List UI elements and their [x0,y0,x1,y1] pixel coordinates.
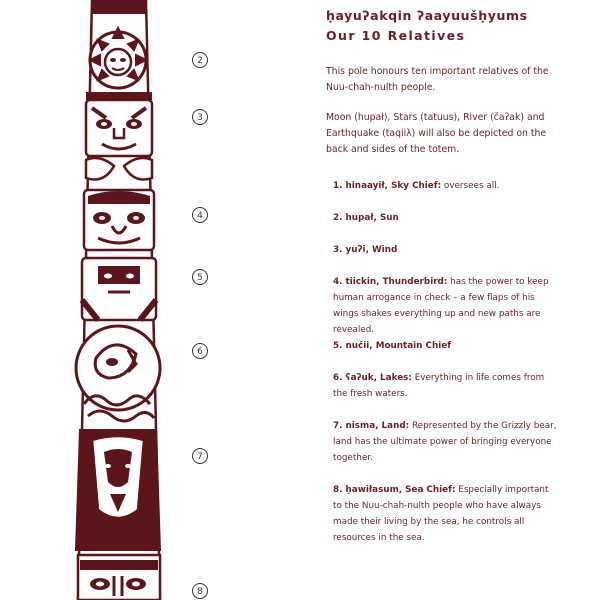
marker-5: 5 [192,269,208,285]
list-item-3 [333,242,558,258]
relative-desc: has the power to keep human arrogance in check – a few flaps of his wings shakes everything up and new paths are revealed. [333,277,549,335]
marker-7: 7 [192,448,208,464]
marker-4: 4 [192,207,208,223]
relative-desc: Represented by the Grizzly bear, land has the ultimate power of bringing everyone together. [333,421,557,463]
relative-name: 1. hinaayił, Sky Chief: [333,181,442,191]
marker-6: 6 [192,343,208,359]
totem-pole-illustration [0,0,180,600]
relative-name: 6. ʕaʔuk, Lakes: [333,373,412,383]
relative-name: 8. ḥawiłasum, Sea Chief: [333,485,456,495]
marker-2: 2 [192,52,208,68]
marker-8: 8 [192,583,208,599]
list-item-1 [333,178,558,194]
note-paragraph: Moon (hupał), Stars (tatuus), River (čaʔak) and Earthquake (taqiiλ) will also be depicted on the back and sides of the totem. [326,112,547,155]
list-item-7 [333,418,558,466]
relative-name: 5. nučii, Mountain Chief [333,341,452,351]
description-column [326,6,566,158]
relative-name: 4. tiickin, Thunderbird: [333,277,448,287]
marker-3: 3 [192,109,208,125]
list-item-8 [333,482,558,546]
list-item-2 [333,210,558,226]
relative-desc: Especially important to the Nuu-chah-nulth people who have always made their living by the sea, he controls all resources in the sea. [333,485,549,543]
page-title-line1: ḥayuʔakqin ʔaayuušḥyums [326,8,528,23]
list-item-6 [333,370,558,402]
relative-name: 2. hupał, Sun [333,213,399,223]
relative-desc: Everything in life comes from the fresh waters. [333,373,545,399]
list-item-5 [333,338,558,354]
list-item-4 [333,274,558,338]
relative-desc: oversees all. [441,181,500,191]
relative-name: 3. yuʔi, Wind [333,245,398,255]
page-title-line2: Our 10 Relatives [326,28,466,43]
relative-name: 7. nisma, Land: [333,421,410,431]
intro-paragraph: This pole honours ten important relatives of the Nuu-chah-nulth people. [326,66,549,93]
